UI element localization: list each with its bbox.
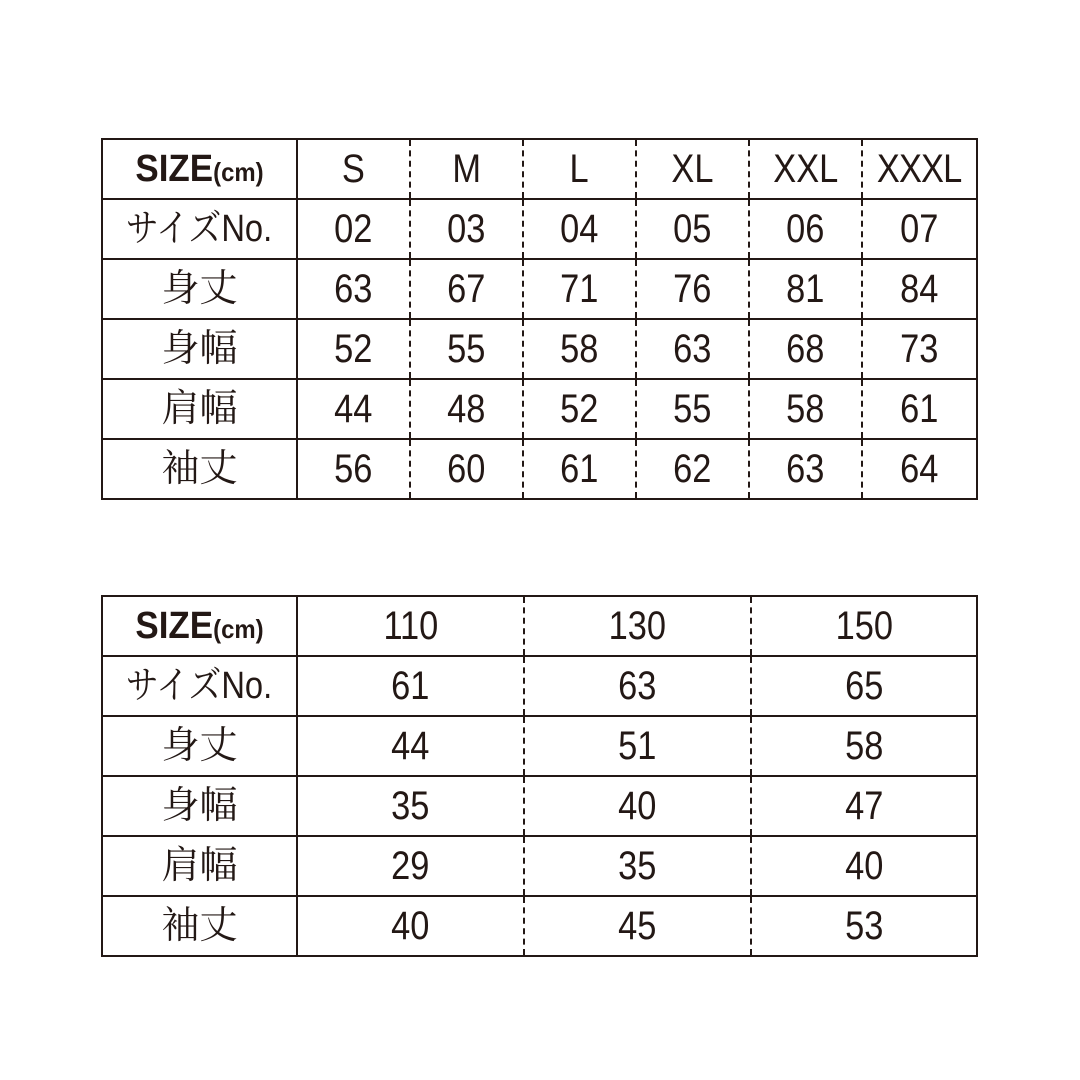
cell-value: 48 [447, 387, 486, 431]
cell-value: 71 [560, 267, 599, 311]
cell-value: 60 [447, 447, 486, 491]
table-cell [297, 319, 410, 379]
table-cell [523, 439, 636, 499]
table-cell [297, 776, 524, 836]
table-cell [410, 319, 523, 379]
table-cell [749, 319, 862, 379]
table-cell [297, 836, 524, 896]
table-cell [297, 656, 524, 716]
size-column-header [636, 139, 749, 199]
size-column-label: XXL [772, 147, 839, 191]
cell-value: 40 [844, 844, 884, 888]
size-column-label: L [569, 147, 590, 191]
cell-value: 76 [673, 267, 712, 311]
table-header-row [102, 139, 977, 199]
table-row [102, 656, 977, 716]
cell-value: 44 [334, 387, 373, 431]
row-label [102, 379, 297, 439]
size-column-header [297, 139, 410, 199]
cell-value: 29 [391, 844, 430, 888]
cell-value: 63 [786, 447, 825, 491]
cell-value: 02 [334, 207, 373, 251]
cell-value: 52 [334, 327, 373, 371]
size-column-label: M [452, 147, 481, 191]
cell-value: 84 [900, 267, 939, 311]
table-cell [862, 379, 977, 439]
table-cell [523, 199, 636, 259]
table-cell [410, 379, 523, 439]
table-cell [749, 379, 862, 439]
cell-value: 03 [447, 207, 486, 251]
cell-value: 52 [560, 387, 599, 431]
table-cell [524, 656, 751, 716]
table-cell [751, 656, 977, 716]
cell-value: 58 [560, 327, 599, 371]
table-cell [297, 439, 410, 499]
cell-value: 40 [391, 904, 430, 948]
cell-value: 35 [618, 844, 657, 888]
row-label-text: サイズNo. [126, 665, 273, 707]
table-header-row [102, 596, 977, 656]
row-label-text: 肩幅 [161, 845, 238, 887]
table-cell [636, 319, 749, 379]
table-cell [749, 439, 862, 499]
table-row [102, 379, 977, 439]
size-header-label [110, 139, 289, 199]
table-cell [862, 259, 977, 319]
size-column-label: XL [671, 147, 714, 191]
table-cell [862, 319, 977, 379]
size-column-header [751, 596, 977, 656]
row-label-text: サイズNo. [126, 208, 273, 250]
cell-value: 05 [673, 207, 712, 251]
table-cell [410, 439, 523, 499]
size-header-unit: (cm) [213, 614, 264, 644]
row-label-text: 身丈 [161, 725, 238, 767]
cell-value: 61 [391, 664, 430, 708]
row-label [102, 439, 297, 499]
size-column-header [410, 139, 523, 199]
table-cell [297, 896, 524, 956]
size-header-text: SIZE [135, 605, 214, 647]
size-header-text: SIZE [135, 148, 214, 190]
cell-value: 58 [844, 724, 884, 768]
row-label-text: 身幅 [161, 785, 238, 827]
table-cell [297, 379, 410, 439]
cell-value: 47 [844, 784, 884, 828]
table-row [102, 896, 977, 956]
cell-value: 68 [786, 327, 825, 371]
table-row [102, 836, 977, 896]
table-cell [636, 259, 749, 319]
cell-value: 04 [560, 207, 599, 251]
size-column-header [749, 139, 862, 199]
row-label [102, 656, 297, 716]
size-header-label [110, 596, 289, 656]
cell-value: 65 [844, 664, 884, 708]
table-cell [749, 259, 862, 319]
size-column-label: S [342, 147, 365, 191]
row-label-text: 身丈 [161, 268, 238, 310]
cell-value: 51 [618, 724, 657, 768]
row-label [102, 319, 297, 379]
row-label-text: 身幅 [161, 328, 238, 370]
table-cell [297, 199, 410, 259]
table-cell [751, 896, 977, 956]
size-column-header [297, 596, 524, 656]
table-cell [523, 379, 636, 439]
size-column-header [523, 139, 636, 199]
cell-value: 45 [618, 904, 657, 948]
table-cell [862, 439, 977, 499]
table-cell [297, 716, 524, 776]
cell-value: 06 [786, 207, 825, 251]
table-row [102, 439, 977, 499]
cell-value: 62 [673, 447, 712, 491]
table-cell [297, 259, 410, 319]
cell-value: 35 [391, 784, 430, 828]
table-row [102, 319, 977, 379]
cell-value: 56 [334, 447, 373, 491]
cell-value: 63 [334, 267, 373, 311]
row-label-text: 袖丈 [161, 448, 238, 490]
table-cell [751, 716, 977, 776]
row-label [102, 776, 297, 836]
table-cell [524, 896, 751, 956]
table-cell [524, 776, 751, 836]
row-label [102, 716, 297, 776]
table-cell [410, 259, 523, 319]
cell-value: 61 [900, 387, 939, 431]
table-row [102, 716, 977, 776]
size-column-label: 130 [608, 604, 667, 648]
table-cell [751, 776, 977, 836]
row-label [102, 896, 297, 956]
cell-value: 53 [844, 904, 884, 948]
table-cell [523, 259, 636, 319]
size-column-header [524, 596, 751, 656]
cell-value: 07 [900, 207, 939, 251]
cell-value: 55 [673, 387, 712, 431]
row-label-text: 袖丈 [161, 905, 238, 947]
row-label [102, 259, 297, 319]
table-cell [524, 716, 751, 776]
row-label [102, 836, 297, 896]
cell-value: 67 [447, 267, 486, 311]
size-column-label: 110 [383, 604, 438, 648]
table-cell [523, 319, 636, 379]
cell-value: 64 [900, 447, 939, 491]
cell-value: 44 [391, 724, 430, 768]
size-column-label: 150 [835, 604, 893, 648]
table-row [102, 259, 977, 319]
cell-value: 63 [673, 327, 712, 371]
size-column-label: XXXL [877, 147, 962, 191]
adult-size-table [101, 138, 978, 500]
cell-value: 73 [900, 327, 939, 371]
table-cell [636, 439, 749, 499]
cell-value: 81 [786, 267, 825, 311]
table-cell [410, 199, 523, 259]
table-cell [636, 199, 749, 259]
table-cell [862, 199, 977, 259]
cell-value: 63 [618, 664, 657, 708]
size-header-unit: (cm) [213, 157, 264, 187]
table-cell [751, 836, 977, 896]
size-column-header [862, 139, 977, 199]
row-label [102, 199, 297, 259]
row-label-text: 肩幅 [161, 388, 238, 430]
table-cell [636, 379, 749, 439]
table-cell [749, 199, 862, 259]
cell-value: 55 [447, 327, 486, 371]
cell-value: 58 [786, 387, 825, 431]
table-cell [524, 836, 751, 896]
table-row [102, 199, 977, 259]
cell-value: 61 [560, 447, 599, 491]
cell-value: 40 [618, 784, 657, 828]
kids-size-table [101, 595, 978, 957]
table-row [102, 776, 977, 836]
